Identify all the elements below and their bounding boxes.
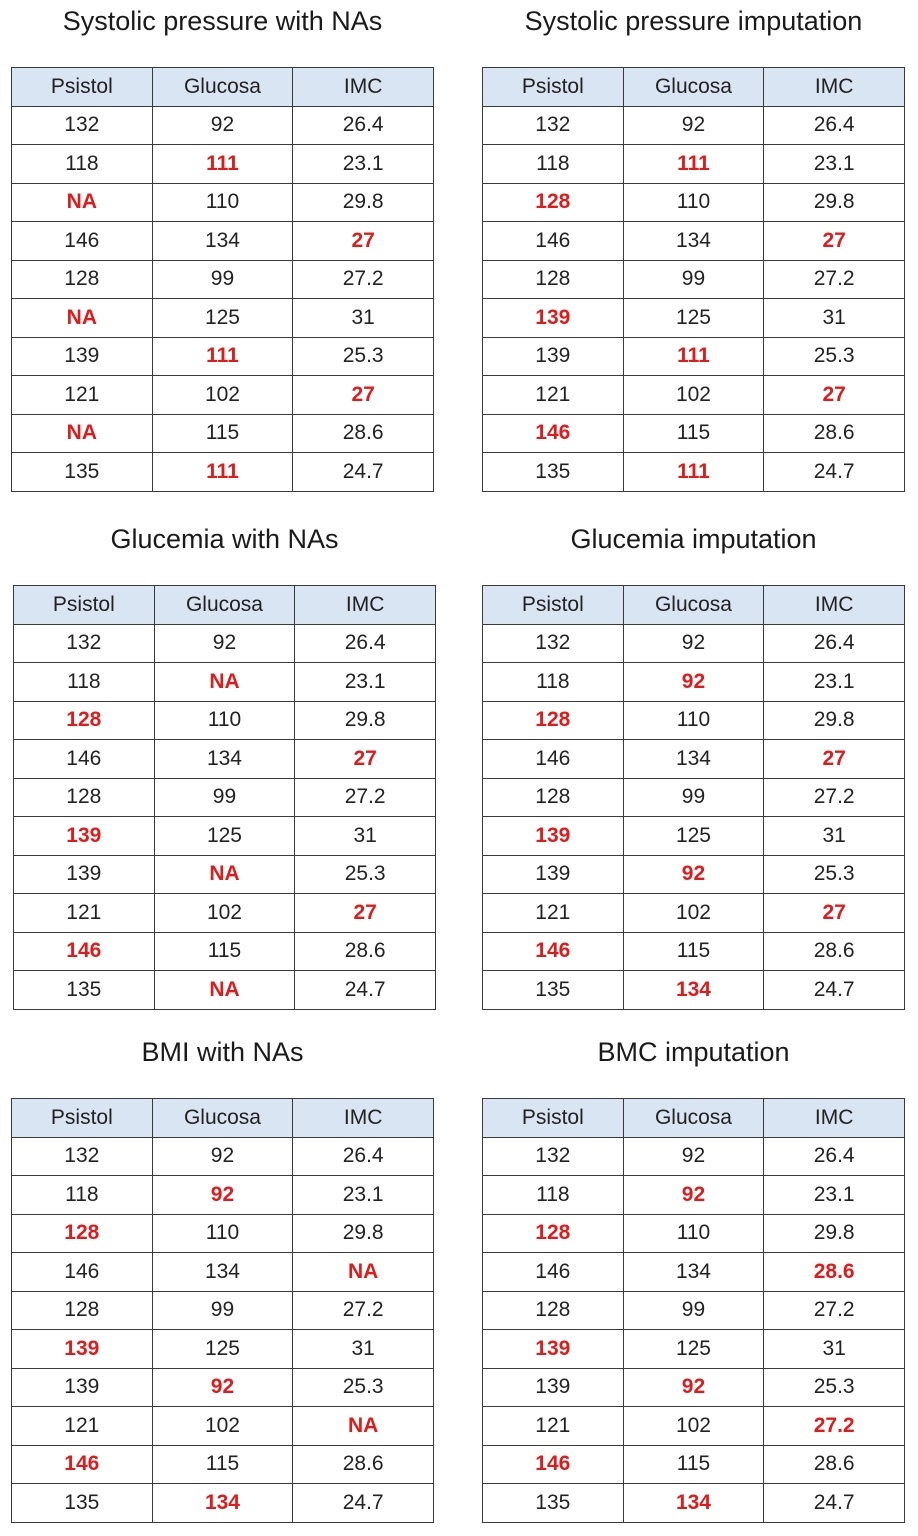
table-cell: 29.8	[764, 183, 905, 222]
table-cell: 92	[152, 1137, 293, 1176]
column-header: IMC	[764, 586, 905, 625]
table-cell: 99	[152, 260, 293, 299]
table-cell: 146	[14, 740, 155, 779]
panel-title: Glucemia with NAs	[110, 524, 339, 554]
table-row	[12, 1291, 434, 1330]
table-cell: 146	[483, 1445, 624, 1484]
table-cell: 110	[623, 1214, 764, 1253]
table-cell: 26.4	[764, 624, 905, 663]
table-cell: 26.4	[764, 1137, 905, 1176]
table-cell: 128	[14, 778, 155, 817]
table-cell: 132	[483, 624, 624, 663]
table-cell: 27	[295, 740, 436, 779]
table-cell: 139	[12, 337, 153, 376]
table-cell: 146	[483, 222, 624, 261]
table-row	[483, 453, 905, 492]
column-header: Psistol	[14, 586, 155, 625]
table-cell: 118	[483, 1176, 624, 1215]
table-cell: 111	[623, 145, 764, 184]
table-cell: 99	[623, 260, 764, 299]
panel-title: BMI with NAs	[141, 1037, 304, 1067]
table-cell: 28.6	[295, 932, 436, 971]
table-cell: 29.8	[295, 701, 436, 740]
table-row	[12, 1176, 434, 1215]
table-cell: 111	[623, 337, 764, 376]
table-cell: 92	[152, 106, 293, 145]
table-cell: 27.2	[764, 778, 905, 817]
table-row	[483, 337, 905, 376]
data-table	[482, 67, 905, 492]
table-row	[12, 337, 434, 376]
table-cell: 128	[12, 1291, 153, 1330]
table-row	[483, 932, 905, 971]
table-cell: 139	[14, 855, 155, 894]
table-row	[483, 1330, 905, 1369]
table-cell: 111	[152, 337, 293, 376]
table-cell: 27.2	[764, 260, 905, 299]
column-header: Psistol	[483, 1099, 624, 1138]
table-cell: 92	[154, 624, 295, 663]
table-row	[483, 376, 905, 415]
table-header-row	[483, 1099, 905, 1138]
table-row	[12, 1407, 434, 1446]
column-header: Glucosa	[623, 68, 764, 107]
table-cell: 135	[12, 453, 153, 492]
table-row	[14, 701, 436, 740]
column-header: Glucosa	[623, 1099, 764, 1138]
table-cell: 146	[12, 222, 153, 261]
table-cell: 92	[623, 624, 764, 663]
table-cell: 110	[154, 701, 295, 740]
table-row	[483, 1176, 905, 1215]
table-cell: 25.3	[293, 337, 434, 376]
table-row	[483, 299, 905, 338]
column-header: Glucosa	[152, 1099, 293, 1138]
table-cell: 111	[152, 453, 293, 492]
table-cell: 146	[12, 1445, 153, 1484]
table-cell: NA	[154, 663, 295, 702]
table-cell: 28.6	[764, 932, 905, 971]
column-header: Glucosa	[623, 586, 764, 625]
table-cell: 135	[12, 1484, 153, 1523]
table-header-row	[483, 68, 905, 107]
table-cell: 115	[152, 1445, 293, 1484]
table-row	[483, 414, 905, 453]
table-cell: NA	[154, 855, 295, 894]
table-cell: 24.7	[764, 1484, 905, 1523]
table-cell: 146	[483, 1253, 624, 1292]
table-cell: 115	[152, 414, 293, 453]
table-cell: 102	[623, 376, 764, 415]
table-cell: 134	[623, 222, 764, 261]
table-cell: 31	[293, 1330, 434, 1369]
table-row	[14, 624, 436, 663]
column-header: IMC	[764, 1099, 905, 1138]
table-cell: 110	[623, 701, 764, 740]
table-cell: 92	[152, 1176, 293, 1215]
table-cell: 134	[623, 1253, 764, 1292]
table-row	[12, 106, 434, 145]
table-row	[483, 106, 905, 145]
table-cell: 134	[623, 740, 764, 779]
table-cell: 24.7	[295, 971, 436, 1010]
table-row	[483, 817, 905, 856]
table-cell: 25.3	[293, 1368, 434, 1407]
table-cell: 139	[483, 1368, 624, 1407]
table-cell: 102	[154, 894, 295, 933]
table-header-row	[14, 586, 436, 625]
table-cell: 25.3	[764, 337, 905, 376]
table-cell: 132	[12, 106, 153, 145]
table-row	[12, 145, 434, 184]
table-cell: 139	[483, 817, 624, 856]
table-cell: 27	[764, 740, 905, 779]
table-cell: 110	[623, 183, 764, 222]
table-cell: 92	[623, 663, 764, 702]
table-cell: 134	[152, 222, 293, 261]
column-header: Psistol	[483, 68, 624, 107]
table-cell: 146	[14, 932, 155, 971]
table-cell: 135	[14, 971, 155, 1010]
table-cell: 24.7	[764, 453, 905, 492]
table-row	[483, 624, 905, 663]
table-cell: 125	[152, 1330, 293, 1369]
table-cell: 92	[623, 1137, 764, 1176]
column-header: Glucosa	[152, 68, 293, 107]
table-cell: 28.6	[293, 1445, 434, 1484]
table-cell: 102	[152, 376, 293, 415]
table-cell: 118	[12, 145, 153, 184]
table-cell: 99	[152, 1291, 293, 1330]
table-cell: 128	[483, 1291, 624, 1330]
table-row	[14, 778, 436, 817]
table-cell: 115	[623, 932, 764, 971]
table-row	[12, 299, 434, 338]
table-row	[483, 778, 905, 817]
table-row	[483, 1137, 905, 1176]
column-header: IMC	[293, 1099, 434, 1138]
table-cell: 24.7	[764, 971, 905, 1010]
table-row	[483, 1484, 905, 1523]
table-cell: 146	[483, 932, 624, 971]
table-cell: 121	[483, 376, 624, 415]
table-cell: 27	[764, 222, 905, 261]
table-row	[14, 894, 436, 933]
table-row	[12, 1484, 434, 1523]
table-cell: NA	[12, 183, 153, 222]
table-cell: 27	[764, 894, 905, 933]
column-header: Psistol	[483, 586, 624, 625]
table-cell: 27	[295, 894, 436, 933]
table-cell: 118	[12, 1176, 153, 1215]
table-row	[12, 414, 434, 453]
table-row	[12, 1253, 434, 1292]
table-cell: 27.2	[293, 1291, 434, 1330]
table-cell: 128	[483, 701, 624, 740]
table-cell: 139	[483, 299, 624, 338]
table-cell: 23.1	[295, 663, 436, 702]
table-row	[483, 740, 905, 779]
table-row	[483, 894, 905, 933]
table-cell: 102	[623, 1407, 764, 1446]
table-cell: NA	[12, 299, 153, 338]
table-row	[483, 183, 905, 222]
table-cell: 128	[483, 260, 624, 299]
table-cell: 134	[152, 1253, 293, 1292]
table-cell: 125	[152, 299, 293, 338]
table-row	[12, 260, 434, 299]
data-table	[482, 1098, 905, 1523]
table-cell: 110	[152, 183, 293, 222]
table-cell: NA	[293, 1253, 434, 1292]
table-cell: 132	[483, 106, 624, 145]
table-cell: 92	[623, 855, 764, 894]
table-cell: 146	[12, 1253, 153, 1292]
table-row	[12, 376, 434, 415]
table-cell: 128	[14, 701, 155, 740]
table-cell: 99	[623, 778, 764, 817]
table-cell: 27.2	[295, 778, 436, 817]
table-header-row	[483, 586, 905, 625]
table-row	[12, 1368, 434, 1407]
table-cell: 132	[14, 624, 155, 663]
table-row	[14, 740, 436, 779]
table-cell: 121	[483, 894, 624, 933]
table-row	[483, 971, 905, 1010]
table-cell: 29.8	[764, 1214, 905, 1253]
table-header-row	[12, 68, 434, 107]
column-header: Psistol	[12, 68, 153, 107]
data-table	[482, 585, 905, 1010]
table-cell: 135	[483, 453, 624, 492]
table-cell: 31	[764, 1330, 905, 1369]
table-cell: 27	[293, 222, 434, 261]
table-row	[483, 222, 905, 261]
table-cell: 128	[12, 1214, 153, 1253]
table-cell: 99	[623, 1291, 764, 1330]
table-cell: 23.1	[764, 145, 905, 184]
table-row	[14, 855, 436, 894]
table-row	[14, 663, 436, 702]
table-row	[12, 453, 434, 492]
table-cell: 28.6	[293, 414, 434, 453]
table-cell: 24.7	[293, 1484, 434, 1523]
table-cell: 121	[14, 894, 155, 933]
table-cell: 28.6	[764, 1445, 905, 1484]
table-row	[483, 145, 905, 184]
table-cell: 25.3	[295, 855, 436, 894]
table-cell: 135	[483, 971, 624, 1010]
panel-title: BMC imputation	[597, 1037, 790, 1067]
table-cell: 118	[483, 145, 624, 184]
table-row	[14, 932, 436, 971]
table-cell: 139	[483, 855, 624, 894]
table-cell: 92	[623, 1368, 764, 1407]
table-cell: 121	[12, 376, 153, 415]
table-row	[12, 1137, 434, 1176]
table-cell: 23.1	[293, 1176, 434, 1215]
table-cell: 139	[483, 337, 624, 376]
table-row	[12, 1445, 434, 1484]
table-row	[483, 855, 905, 894]
table-cell: 27.2	[293, 260, 434, 299]
table-cell: 134	[152, 1484, 293, 1523]
table-cell: 111	[623, 453, 764, 492]
table-cell: 128	[483, 183, 624, 222]
table-cell: 115	[623, 414, 764, 453]
table-cell: 26.4	[295, 624, 436, 663]
table-cell: 146	[483, 414, 624, 453]
column-header: IMC	[293, 68, 434, 107]
table-cell: 146	[483, 740, 624, 779]
table-row	[483, 1291, 905, 1330]
table-cell: 102	[623, 894, 764, 933]
data-table	[13, 585, 436, 1010]
panel-title: Glucemia imputation	[570, 524, 817, 554]
table-header-row	[12, 1099, 434, 1138]
table-cell: 139	[14, 817, 155, 856]
table-cell: 118	[14, 663, 155, 702]
table-cell: 110	[152, 1214, 293, 1253]
table-cell: 134	[154, 740, 295, 779]
table-cell: 135	[483, 1484, 624, 1523]
table-cell: 118	[483, 663, 624, 702]
table-cell: 28.6	[764, 1253, 905, 1292]
column-header: IMC	[764, 68, 905, 107]
table-row	[12, 1330, 434, 1369]
table-cell: 29.8	[293, 183, 434, 222]
table-cell: 25.3	[764, 1368, 905, 1407]
table-cell: 26.4	[293, 106, 434, 145]
table-cell: 132	[483, 1137, 624, 1176]
table-row	[483, 1407, 905, 1446]
table-row	[12, 183, 434, 222]
table-cell: 115	[623, 1445, 764, 1484]
table-cell: NA	[293, 1407, 434, 1446]
table-cell: 27.2	[764, 1291, 905, 1330]
table-cell: 99	[154, 778, 295, 817]
table-row	[483, 1253, 905, 1292]
table-cell: 26.4	[764, 106, 905, 145]
table-cell: 24.7	[293, 453, 434, 492]
table-cell: 92	[623, 106, 764, 145]
table-cell: 139	[12, 1330, 153, 1369]
table-cell: 125	[623, 1330, 764, 1369]
table-cell: 121	[483, 1407, 624, 1446]
table-cell: 23.1	[293, 145, 434, 184]
table-row	[483, 701, 905, 740]
column-header: Psistol	[12, 1099, 153, 1138]
table-row	[483, 1445, 905, 1484]
column-header: Glucosa	[154, 586, 295, 625]
table-cell: 125	[623, 817, 764, 856]
table-cell: 125	[154, 817, 295, 856]
table-cell: 125	[623, 299, 764, 338]
column-header: IMC	[295, 586, 436, 625]
table-cell: 31	[295, 817, 436, 856]
table-row	[483, 1368, 905, 1407]
table-cell: 121	[12, 1407, 153, 1446]
table-cell: 27	[293, 376, 434, 415]
table-cell: 92	[623, 1176, 764, 1215]
table-cell: 102	[152, 1407, 293, 1446]
table-cell: 128	[12, 260, 153, 299]
table-row	[14, 817, 436, 856]
table-cell: 139	[483, 1330, 624, 1369]
table-cell: 26.4	[293, 1137, 434, 1176]
table-row	[483, 1214, 905, 1253]
table-cell: 23.1	[764, 663, 905, 702]
panel-title: Systolic pressure with NAs	[62, 6, 383, 36]
table-cell: 27	[764, 376, 905, 415]
table-row	[14, 971, 436, 1010]
table-cell: 132	[12, 1137, 153, 1176]
data-table	[11, 1098, 434, 1523]
table-cell: 31	[293, 299, 434, 338]
table-cell: 29.8	[293, 1214, 434, 1253]
table-row	[483, 260, 905, 299]
table-cell: NA	[12, 414, 153, 453]
table-cell: 128	[483, 778, 624, 817]
table-cell: 115	[154, 932, 295, 971]
table-cell: 134	[623, 1484, 764, 1523]
table-cell: 134	[623, 971, 764, 1010]
table-cell: 27.2	[764, 1407, 905, 1446]
table-row	[12, 1214, 434, 1253]
table-cell: 29.8	[764, 701, 905, 740]
table-cell: 111	[152, 145, 293, 184]
table-row	[483, 663, 905, 702]
data-table	[11, 67, 434, 492]
table-cell: 139	[12, 1368, 153, 1407]
table-cell: 128	[483, 1214, 624, 1253]
table-cell: 23.1	[764, 1176, 905, 1215]
table-cell: 25.3	[764, 855, 905, 894]
table-row	[12, 222, 434, 261]
table-cell: 28.6	[764, 414, 905, 453]
panel-title: Systolic pressure imputation	[524, 6, 863, 36]
table-cell: 92	[152, 1368, 293, 1407]
table-cell: NA	[154, 971, 295, 1010]
table-cell: 31	[764, 817, 905, 856]
table-cell: 31	[764, 299, 905, 338]
